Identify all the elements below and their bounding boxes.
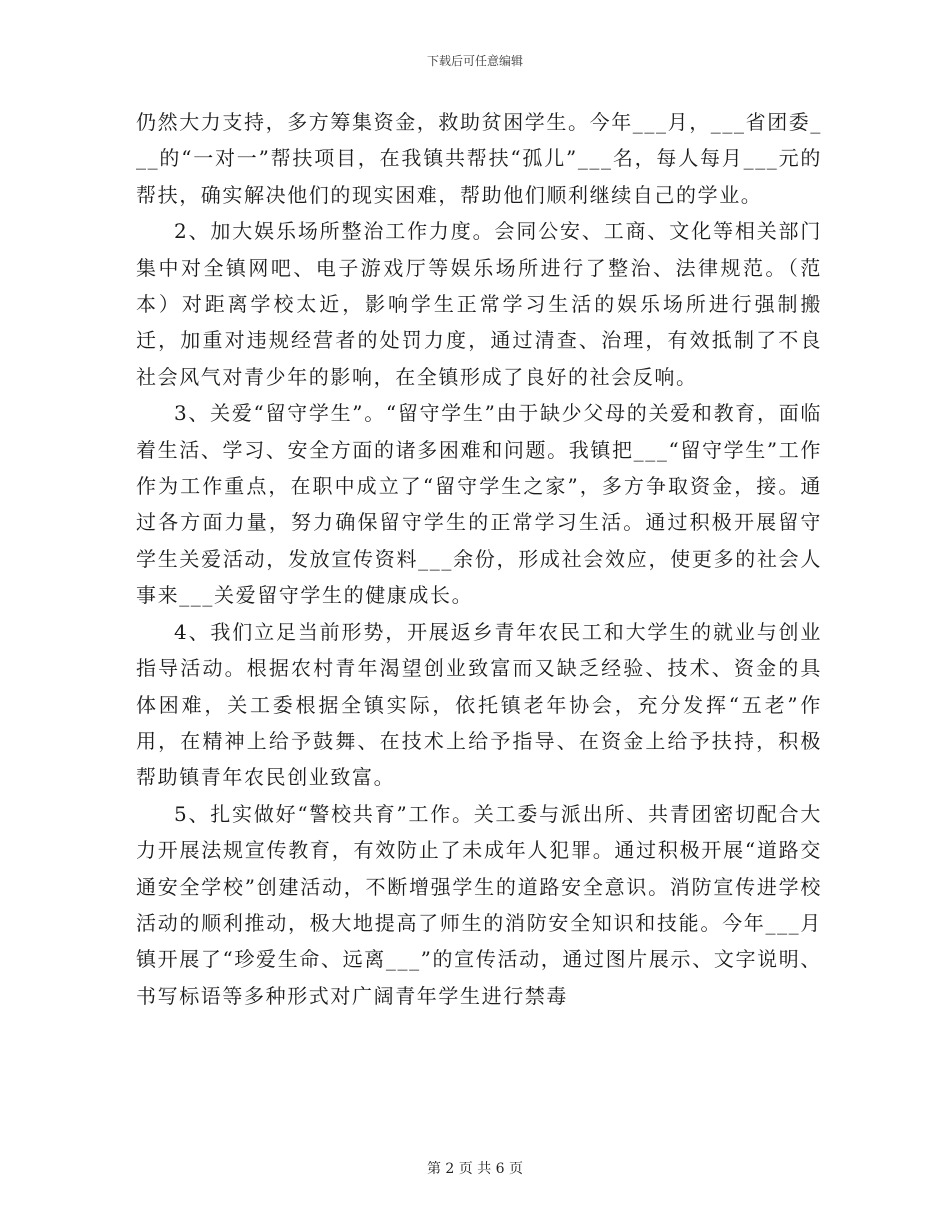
paragraph-5: 5、扎实做好“警校共育”工作。关工委与派出所、共青团密切配合大力开展法规宣传教育，有效防止了未成年人犯罪。通过积极开展“道路交通安全学校”创建活动，不断增强学生的道路安全意识。消防宣传进学校活动的顺利推动，极大地提高了师生的消防安全知识和技能。今年___月镇开展了“珍爱生命、远离___”的宣传活动，通过图片展示、文字说明、书写标语等多种形式对广阔青年学生进行禁毒: [136, 801, 822, 1008]
page-header-note: 下载后可任意编辑: [426, 54, 523, 68]
paragraph-2: 2、加大娱乐场所整治工作力度。会同公安、工商、文化等相关部门集中对全镇网吧、电子游戏厅等娱乐场所进行了整治、法律规范。（范本）对距离学校太近，影响学生正常学习生活的娱乐场所进行强制搬迁，加重对违规经营者的处罚力度，通过清查、治理，有效抵制了不良社会风气对青少年的影响，在全镇形成了良好的社会反响。: [136, 219, 822, 389]
page-number: 第 2 页 共 6 页: [426, 1161, 524, 1177]
paragraph-3: 3、关爱“留守学生”。“留守学生”由于缺少父母的关爱和教育，面临着生活、学习、安全方面的诸多困难和问题。我镇把___“留守学生”工作作为工作重点，在职中成立了“留守学生之家”，多方争取资金，接。通过各方面力量，努力确保留守学生的正常学习生活。通过积极开展留守学生关爱活动，发放宣传资料___余份，形成社会效应，使更多的社会人事来___关爱留守学生的健康成长。: [136, 401, 822, 608]
document-body: [136, 104, 822, 1014]
paragraph-1: 仍然大力支持，多方筹集资金，救助贫困学生。今年___月，___省团委___的“一对一”帮扶项目，在我镇共帮扶“孤儿”___名，每人每月___元的帮扶，确实解决他们的现实困难，帮助他们顺利继续自己的学业。: [136, 110, 822, 207]
paragraph-4: 4、我们立足当前形势，开展返乡青年农民工和大学生的就业与创业指导活动。根据农村青年渴望创业致富而又缺乏经验、技术、资金的具体困难，关工委根据全镇实际，依托镇老年协会，充分发挥“五老”作用，在精神上给予鼓舞、在技术上给予指导、在资金上给予扶持，积极帮助镇青年农民创业致富。: [136, 619, 822, 790]
